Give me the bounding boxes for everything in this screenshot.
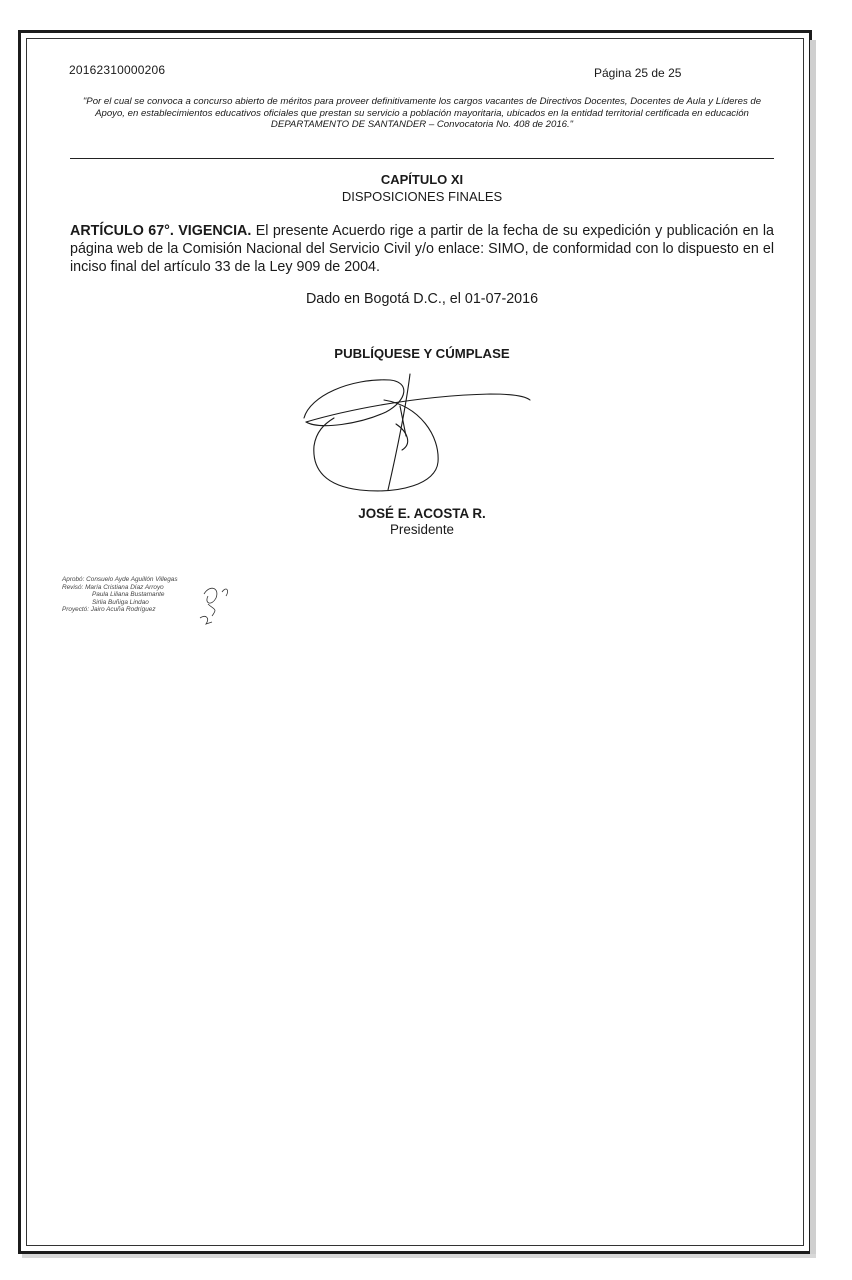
credit-line: Paula Liliana Bustamante xyxy=(92,591,165,599)
credit-line: Proyectó: Jairo Acuña Rodríguez xyxy=(62,606,156,614)
article-heading: ARTÍCULO 67°. VIGENCIA. xyxy=(70,223,252,239)
credit-line: Sirlia Buñiga Lindao xyxy=(92,598,149,606)
initials-marks xyxy=(196,578,256,628)
publish-directive: PUBLÍQUESE Y CÚMPLASE xyxy=(334,346,510,361)
document-number: 20162310000206 xyxy=(69,63,166,77)
credit-line: Aprobó: Consuelo Ayde Aguillón Villegas xyxy=(62,576,178,583)
chapter-subtitle: DISPOSICIONES FINALES xyxy=(341,189,503,204)
page-indicator: Página 25 de 25 xyxy=(594,66,682,80)
scan-shadow-right xyxy=(810,40,816,1254)
signer-name: JOSÉ E. ACOSTA R. xyxy=(358,506,486,521)
preamble-text: "Por el cual se convoca a concurso abierto de méritos para proveer definitivamente los cargos vacantes de Directivos Docentes, Docentes de Aula y Líderes de Apoyo, en establecimientos educativos oficiales que prestan su servicio a población mayoritaria, ubicados en la entidad territorial certificada en educación DEPARTAMENTO DE SANTANDER – Convocatoria No. 408 de 2016." xyxy=(82,96,762,130)
article-paragraph xyxy=(70,222,774,276)
signer-role: Presidente xyxy=(389,522,455,537)
chapter-title: CAPÍTULO XI xyxy=(380,172,464,187)
header-divider xyxy=(70,158,774,159)
page-border-inner xyxy=(26,38,804,1246)
scan-shadow-bottom xyxy=(22,1254,816,1258)
handwritten-signature xyxy=(290,366,540,506)
article-body: El presente Acuerdo rige a partir de la fecha de su expedición y publicación en la página web de la Comisión Nacional del Servicio Civil y/o enlace: SIMO, de conformidad con lo dispuesto en el inciso final del artículo 33 de la Ley 909 de 2004. xyxy=(70,223,774,275)
given-date-line: Dado en Bogotá D.C., el 01-07-2016 xyxy=(305,291,539,307)
credit-line: Revisó: María Cristiana Díaz Arroyo xyxy=(62,583,164,591)
